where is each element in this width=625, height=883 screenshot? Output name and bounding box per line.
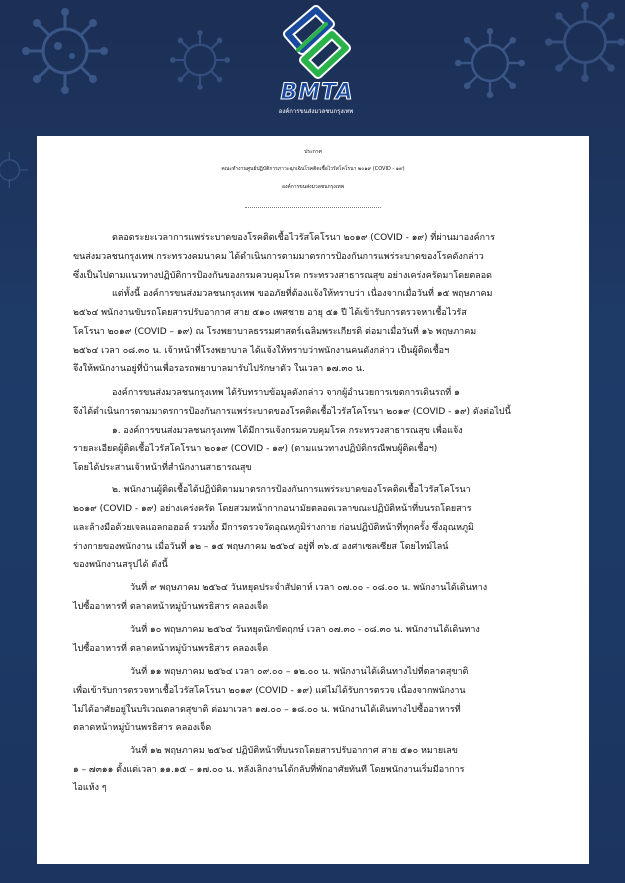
body-line: ๒๕๖๔ เวลา ๐๘.๓๐ น. เจ้าหน้าที่โรงพยาบาล ได้แจ้งให้ทราบว่าพนักงานคนดังกล่าว เป็นผู้ติดเชื้อฯ xyxy=(73,346,450,356)
divider xyxy=(245,207,381,208)
body-line: องค์การขนส่งมวลชนกรุงเทพ ได้รับทราบข้อมูลดังกล่าว จากผู้อำนวยการเขตการเดินรถที่ ๑ xyxy=(112,388,460,398)
virus-icon xyxy=(545,2,625,82)
body-line: วันที่ ๙ พฤษภาคม ๒๕๖๔ วันหยุดประจำสัปดาห์ เวลา ๐๗.๐๐ - ๐๘.๐๐ น. พนักงานได้เดินทาง xyxy=(130,583,488,593)
body-line: ขนส่งมวลชนกรุงเทพ กระทรวงคมนาคม ได้ดำเนินการตามมาตรการป้องกันการแพร่ระบาดของโรคดังกล่าว xyxy=(73,252,484,262)
body-line: ของพนักงานสรุปได้ ดังนี้ xyxy=(73,560,168,570)
body-line: ๑ – ๗๓๑๑ ตั้งแต่เวลา ๑๑.๑๕ – ๑๗.๐๐ น. หลังเลิกงานได้กลับที่พักอาศัยทันที โดยพนักงานเริ่มมีอาการ xyxy=(73,765,465,775)
body-line: ไม่ได้อาศัยอยู่ในบริเวณตลาดสุขาติ ต่อมาเวลา ๑๗.๐๐ – ๑๘.๐๐ น. พนักงานได้เดินทางไปซื้ออาหารที่ xyxy=(73,705,461,715)
body-line: ไปซื้ออาหารที่ ตลาดหน้าหมู่บ้านพรธิสาร คลองเจ็ด xyxy=(73,644,269,654)
virus-icon xyxy=(0,140,40,200)
notice-heading: ประกาศ xyxy=(304,149,322,155)
body-line: แต่ทั้งนี้ องค์การขนส่งมวลชนกรุงเทพ ขออภัยที่ต้องแจ้งให้ทราบว่า เนื่องจากเมื่อวันที่ ๑๕ พฤษภาคม xyxy=(112,289,493,299)
body-line: ๒๕๖๔ พนักงานขับรถโดยสารปรับอากาศ สาย ๕๑๐ เพศชาย อายุ ๕๑ ปี ได้เข้ารับการตรวจหาเชื้อไวรัส xyxy=(73,308,467,318)
bmta-emblem-icon xyxy=(268,4,364,82)
body-line: รายละเอียดผู้ติดเชื้อไวรัสโคโรนา ๒๐๑๙ (COVID - ๑๙) (ตามแนวทางปฏิบัติกรณีพบผู้ติดเชื้อฯ) xyxy=(73,444,438,454)
body-line: เพื่อเข้ารับการตรวจหาเชื้อไวรัสโคโรนา ๒๐๑๙ (COVID - ๑๙) แต่ไม่ได้รับการตรวจ เนื่องจากพนักงาน xyxy=(73,686,466,696)
body-line: และล้างมือด้วยเจลแอลกอฮอล์ รวมทั้ง มีการตรวจวัดอุณหภูมิร่างกาย ก่อนปฏิบัติหน้าที่ทุกครั้ง ซึ่งอุณหภูมิ xyxy=(73,523,474,533)
body-line: ๒๐๑๙ (COVID - ๑๙) อย่างเคร่งครัด โดยสวมหน้ากากอนามัยตลอดเวลาขณะปฏิบัติหน้าที่บนรถโดยสาร xyxy=(73,504,472,514)
announcement-paper xyxy=(37,136,589,864)
body-line: จึงให้พนักงานอยู่ที่บ้านเพื่อรอรถพยาบาลมารับไปรักษาตัว ในเวลา ๑๗.๓๐ น. xyxy=(73,364,365,374)
body-line: วันที่ ๑๒ พฤษภาคม ๒๕๖๔ ปฏิบัติหน้าที่บนรถโดยสารปรับอากาศ สาย ๕๑๐ หมายเลข xyxy=(130,746,458,756)
body-line: โคโรนา ๒๐๑๙ (COVID – ๑๙) ณ โรงพยาบาลธรรมศาสตร์เฉลิมพระเกียรติ ต่อมาเมื่อวันที่ ๑๖ พฤษภาคม xyxy=(73,327,477,337)
logo-text: BMTA xyxy=(280,80,354,105)
bmta-logo xyxy=(268,4,364,116)
body-line: วันที่ ๑๐ พฤษภาคม ๒๕๖๔ วันหยุดนักขัตฤกษ์ เวลา ๐๗.๓๐ - ๐๘.๓๐ น. พนักงานได้เดินทาง xyxy=(130,625,480,635)
virus-icon xyxy=(22,8,108,94)
body-line: จึงได้ดำเนินการตามมาตรการป้องกันการแพร่ระบาดของโรคติดเชื้อไวรัสโคโรนา ๒๐๑๙ (COVID - ๑๙) ดังต่อไปนี้ xyxy=(73,407,511,417)
logo-subtext: องค์การขนส่งมวลชนกรุงเทพ xyxy=(278,108,354,115)
body-line: ร่างกายของพนักงาน เมื่อวันที่ ๑๒ – ๑๕ พฤษภาคม ๒๕๖๔ อยู่ที่ ๓๖.๕ องศาเซลเซียส โดยไทม์ไลน์ xyxy=(73,542,449,552)
body-line: ไอแห้ง ๆ xyxy=(73,783,107,793)
notice-subheading: คณะทำงานศูนย์ปฏิบัติการภาวะฉุกเฉินโรคติดเชื้อไวรัสโคโรนา ๒๐๑๙ (COVID - ๑๙) xyxy=(221,166,405,172)
body-line: ๑. องค์การขนส่งมวลชนกรุงเทพ ได้มีการแจ้งกรมควบคุมโรค กระทรวงสาธารณสุข เพื่อแจ้ง xyxy=(112,426,463,436)
virus-icon xyxy=(455,28,525,98)
body-line: ตลาดหน้าหมู่บ้านพรธิสาร คลองเจ็ด xyxy=(73,723,212,733)
body-line: วันที่ ๑๑ พฤษภาคม ๒๕๖๔ เวลา ๐๙.๐๐ – ๑๒.๐๐ น. พนักงานได้เดินทางไปที่ตลาดสุขาติ xyxy=(130,667,469,677)
body-line: โดยได้ประสานเจ้าหน้าที่สำนักงานสาธารณสุข xyxy=(73,463,252,473)
body-line: ไปซื้ออาหารที่ ตลาดหน้าหมู่บ้านพรธิสาร คลองเจ็ด xyxy=(73,602,269,612)
body-line: ซึ่งเป็นไปตามแนวทางปฏิบัติการป้องกันของกรมควบคุมโรค กระทรวงสาธารณสุข อย่างเคร่งครัดมาโดยตลอด xyxy=(73,271,492,281)
virus-icon xyxy=(170,30,230,90)
body-line: ๒. พนักงานผู้ติดเชื้อได้ปฏิบัติตามมาตรการป้องกันการแพร่ระบาดของโรคติดเชื้อไวรัสโคโรนา xyxy=(112,485,471,495)
notice-organization: องค์การขนส่งมวลชนกรุงเทพ xyxy=(281,184,345,190)
body-line: ตลอดระยะเวลาการแพร่ระบาดของโรคติดเชื้อไวรัสโคโรนา ๒๐๑๙ (COVID - ๑๙) ที่ผ่านมาองค์การ xyxy=(112,233,495,243)
